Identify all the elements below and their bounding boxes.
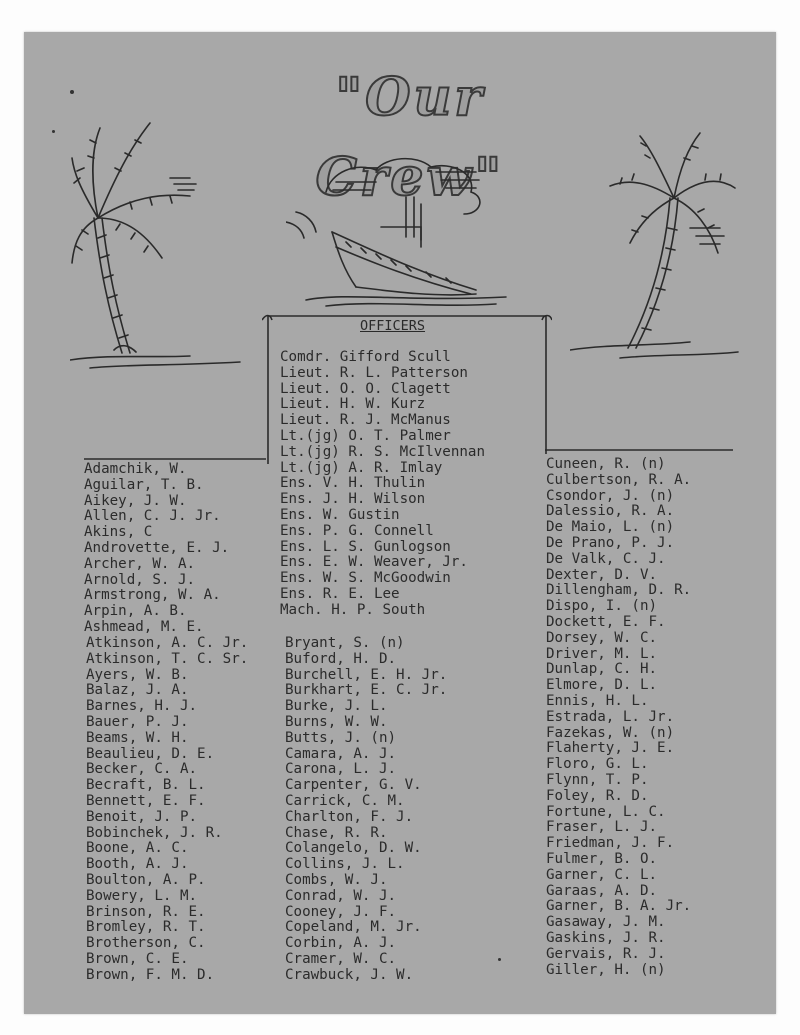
ink-speck bbox=[498, 958, 501, 961]
crew-name: Garner, C. L. bbox=[546, 866, 658, 883]
crew-name: Fulmer, B. O. bbox=[546, 850, 658, 867]
crew-name: Dispo, I. (n) bbox=[546, 598, 658, 615]
officer-name: Ens. W. Gustin bbox=[280, 506, 400, 523]
crew-name: Boulton, A. P. bbox=[86, 871, 206, 888]
crew-name: Dillengham, D. R. bbox=[546, 582, 692, 599]
crew-name: Bennett, E. F. bbox=[86, 792, 206, 809]
ship-illustration bbox=[286, 152, 510, 308]
crew-name: Dunlap, C. H. bbox=[546, 661, 658, 678]
crew-list-left-top bbox=[84, 462, 229, 636]
officer-name: Lt.(jg) R. S. McIlvennan bbox=[280, 443, 485, 460]
crew-name: Bowery, L. M. bbox=[86, 887, 198, 904]
officer-name: Ens. J. H. Wilson bbox=[280, 491, 426, 508]
crew-name: Charlton, F. J. bbox=[285, 808, 414, 825]
crew-name: Barnes, H. J. bbox=[86, 698, 198, 715]
crew-name: Estrada, L. Jr. bbox=[546, 708, 675, 725]
crew-list-left-bottom bbox=[86, 636, 248, 984]
crew-name: Becker, C. A. bbox=[86, 761, 198, 778]
officer-name: Ens. V. H. Thulin bbox=[280, 475, 426, 492]
crew-name: Cramer, W. C. bbox=[285, 950, 397, 967]
crew-name: Driver, M. L. bbox=[546, 645, 658, 662]
officer-name: Ens. P. G. Connell bbox=[280, 522, 434, 539]
crew-name: Butts, J. (n) bbox=[285, 729, 397, 746]
crew-name: Brown, C. E. bbox=[86, 950, 189, 967]
crew-name: Garaas, A. D. bbox=[546, 882, 658, 899]
crew-name: Burkhart, E. C. Jr. bbox=[285, 682, 448, 699]
crew-name: Arpin, A. B. bbox=[84, 603, 187, 620]
crew-name: Ennis, H. L. bbox=[546, 692, 649, 709]
crew-name: De Valk, C. J. bbox=[546, 550, 666, 567]
crew-name: Adamchik, W. bbox=[84, 461, 187, 477]
crew-name: Gaskins, J. R. bbox=[546, 929, 666, 946]
crew-name: Garner, B. A. Jr. bbox=[546, 898, 692, 915]
crew-name: Copeland, M. Jr. bbox=[285, 919, 422, 936]
crew-name: Ayers, W. B. bbox=[86, 666, 189, 683]
crew-name: Gervais, R. J. bbox=[546, 945, 666, 962]
crew-name: Combs, W. J. bbox=[285, 871, 388, 888]
ink-speck bbox=[52, 130, 55, 133]
crew-name: Archer, W. A. bbox=[84, 555, 196, 572]
palm-tree-right-illustration bbox=[570, 128, 740, 368]
crew-name: Dorsey, W. C. bbox=[546, 629, 658, 646]
crew-name: Cooney, J. F. bbox=[285, 903, 397, 920]
officer-name: Mach. H. P. South bbox=[280, 601, 426, 618]
crew-name: Cuneen, R. (n) bbox=[546, 456, 666, 472]
crew-name: Brown, F. M. D. bbox=[86, 966, 215, 983]
crew-name: Flaherty, J. E. bbox=[546, 740, 675, 757]
crew-name: Fazekas, W. (n) bbox=[546, 724, 675, 741]
crew-name: Becraft, B. L. bbox=[86, 777, 206, 794]
officers-list bbox=[280, 350, 485, 619]
officers-heading: OFFICERS bbox=[360, 318, 426, 334]
crew-name: Csondor, J. (n) bbox=[546, 487, 675, 504]
officer-name: Ens. W. S. McGoodwin bbox=[280, 570, 451, 587]
crew-name: Corbin, A. J. bbox=[285, 935, 397, 952]
crew-name: Friedman, J. F. bbox=[546, 835, 675, 852]
crew-name: Burns, W. W. bbox=[285, 713, 388, 730]
crew-name: Buford, H. D. bbox=[285, 650, 397, 667]
crew-name: Beams, W. H. bbox=[86, 729, 189, 746]
crew-name: De Maio, L. (n) bbox=[546, 519, 675, 536]
officer-name: Ens. E. W. Weaver, Jr. bbox=[280, 554, 468, 571]
crew-name: Androvette, E. J. bbox=[84, 539, 230, 556]
crew-name: Brinson, R. E. bbox=[86, 903, 206, 920]
crew-name: Crawbuck, J. W. bbox=[285, 966, 414, 983]
crew-list-middle bbox=[285, 636, 447, 984]
officer-name: Lt.(jg) O. T. Palmer bbox=[280, 427, 451, 444]
officer-name: Comdr. Gifford Scull bbox=[280, 349, 451, 365]
officer-name: Lieut. H. W. Kurz bbox=[280, 396, 426, 413]
crew-name: Fortune, L. C. bbox=[546, 803, 666, 820]
crew-name: Conrad, W. J. bbox=[285, 887, 397, 904]
crew-name: Boone, A. C. bbox=[86, 840, 189, 857]
crew-name: Dexter, D. V. bbox=[546, 566, 658, 583]
crew-name: Aikey, J. W. bbox=[84, 492, 187, 509]
crew-name: Culbertson, R. A. bbox=[546, 471, 692, 488]
officer-name: Lieut. O. O. Clagett bbox=[280, 380, 451, 397]
crew-name: Carrick, C. M. bbox=[285, 792, 405, 809]
crew-name: Bauer, P. J. bbox=[86, 713, 189, 730]
crew-list-right bbox=[546, 457, 691, 978]
crew-name: Fraser, L. J. bbox=[546, 819, 658, 836]
crew-name: Collins, J. L. bbox=[285, 856, 405, 873]
ink-speck bbox=[70, 90, 74, 94]
crew-name: Burke, J. L. bbox=[285, 698, 388, 715]
crew-name: Armstrong, W. A. bbox=[84, 587, 221, 604]
crew-name: Akins, C bbox=[84, 524, 153, 541]
officer-name: Lt.(jg) A. R. Imlay bbox=[280, 459, 443, 476]
crew-name: Colangelo, D. W. bbox=[285, 840, 422, 857]
officer-name: Ens. R. E. Lee bbox=[280, 585, 400, 602]
crew-name: Dockett, E. F. bbox=[546, 613, 666, 630]
crew-name: Ashmead, M. E. bbox=[84, 618, 204, 635]
crew-name: Arnold, S. J. bbox=[84, 571, 196, 588]
crew-name: Beaulieu, D. E. bbox=[86, 745, 215, 762]
crew-name: Gasaway, J. M. bbox=[546, 914, 666, 931]
crew-name: Burchell, E. H. Jr. bbox=[285, 666, 448, 683]
crew-name: Atkinson, T. C. Sr. bbox=[86, 650, 249, 667]
officer-name: Lieut. R. L. Patterson bbox=[280, 364, 468, 381]
crew-name: Booth, A. J. bbox=[86, 856, 189, 873]
palm-tree-left-illustration bbox=[70, 118, 260, 380]
crew-name: Allen, C. J. Jr. bbox=[84, 508, 221, 525]
page-title: "Our Crew" bbox=[315, 67, 505, 208]
crew-name: Aguilar, T. B. bbox=[84, 476, 204, 493]
crew-name: Dalessio, R. A. bbox=[546, 503, 675, 520]
crew-name: Chase, R. R. bbox=[285, 824, 388, 841]
crew-name: Camara, A. J. bbox=[285, 745, 397, 762]
crew-name: De Prano, P. J. bbox=[546, 534, 675, 551]
crew-name: Elmore, D. L. bbox=[546, 677, 658, 694]
crew-name: Floro, G. L. bbox=[546, 756, 649, 773]
crew-name: Balaz, J. A. bbox=[86, 682, 189, 699]
crew-name: Bobinchek, J. R. bbox=[86, 824, 223, 841]
crew-name: Bromley, R. T. bbox=[86, 919, 206, 936]
crew-name: Benoit, J. P. bbox=[86, 808, 198, 825]
crew-name: Brotherson, C. bbox=[86, 935, 206, 952]
crew-name: Carona, L. J. bbox=[285, 761, 397, 778]
crew-name: Flynn, T. P. bbox=[546, 771, 649, 788]
crew-name: Bryant, S. (n) bbox=[285, 635, 405, 651]
crew-name: Carpenter, G. V. bbox=[285, 777, 422, 794]
crew-name: Atkinson, A. C. Jr. bbox=[86, 635, 249, 651]
crew-name: Foley, R. D. bbox=[546, 787, 649, 804]
right-divider-line bbox=[545, 446, 733, 454]
officer-name: Ens. L. S. Gunlogson bbox=[280, 538, 451, 555]
officer-name: Lieut. R. J. McManus bbox=[280, 412, 451, 429]
crew-name: Giller, H. (n) bbox=[546, 961, 666, 978]
